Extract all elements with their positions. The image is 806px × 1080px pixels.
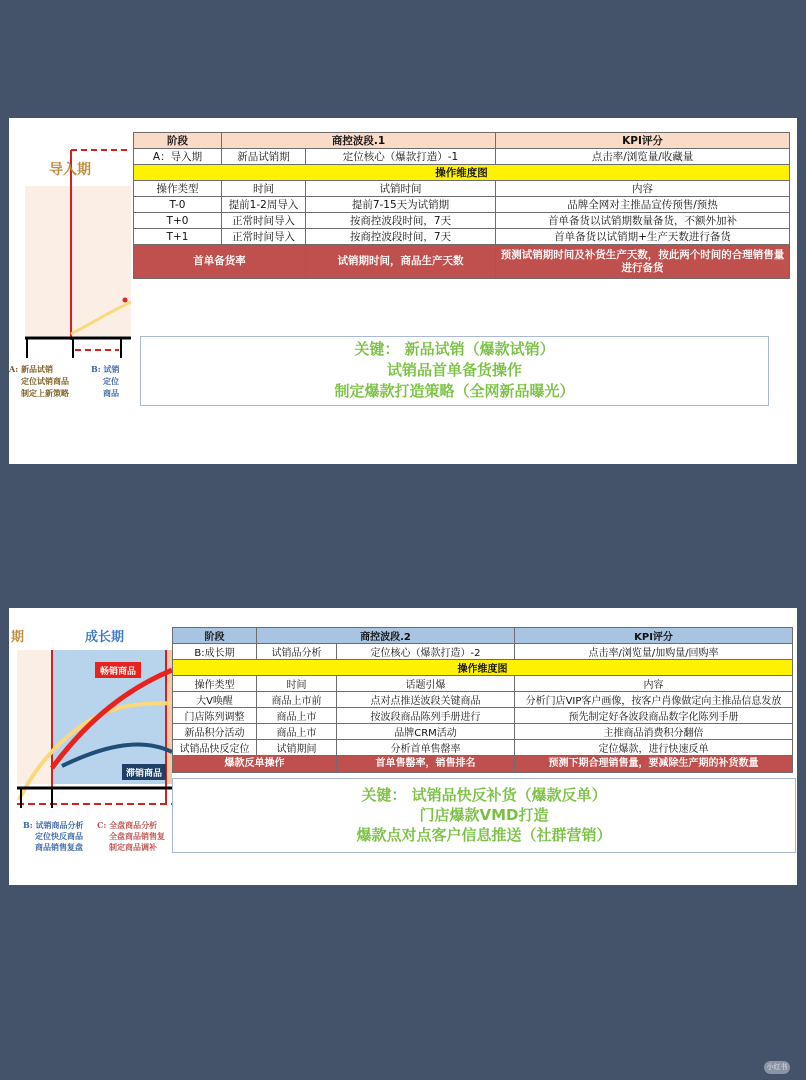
stage-label-b-1: B: 试销商品分析 [23,820,84,830]
summary-metric: 首单备货率 [134,245,306,279]
key-line-3: 爆款点对点客户信息推送（社群营销） [356,826,612,844]
table-header-row [173,628,793,644]
table-row [134,229,790,245]
time-cell: 商品上市 [257,708,337,724]
col-time: 时间 [257,676,337,692]
stage-label-c-2: 全盘商品销售复 [109,831,165,841]
time-cell: 正常时间导入 [222,213,306,229]
focus-cell: 新品试销期 [222,149,306,165]
header-kpi: KPI评分 [496,133,790,149]
lifecycle-chart-fragment [9,608,172,885]
col-content: 内容 [515,676,793,692]
type-cell: T-0 [134,197,222,213]
col-topic: 话题引爆 [337,676,515,692]
summary-method: 预测下期合理销售量，要减除生产期的补货数量 [515,756,793,773]
trial-time-cell: 提前7-15天为试销期 [306,197,496,213]
content-cell: 首单备货以试销期数量备货，不额外加补 [496,213,790,229]
time-cell: 商品上市 [257,724,337,740]
trial-time-cell: 按商控波段时间，7天 [306,213,496,229]
summary-red-row [134,245,790,279]
content-cell: 首单备货以试销期+生产天数进行备货 [496,229,790,245]
key-points-box [172,778,796,853]
type-cell: T+1 [134,229,222,245]
key-line-2: 试销品首单备货操作 [386,361,522,379]
content-cell: 品牌全网对主推品宣传预售/预热 [496,197,790,213]
type-cell: 试销品快反定位 [173,740,257,756]
dimension-title-row [134,165,790,181]
slide-introduction-stage [9,118,797,464]
key-points-box [140,336,769,406]
col-type: 操作类型 [134,181,222,197]
table-row [173,692,793,708]
dimension-title: 操作维度图 [173,660,793,676]
header-wave: 商控波段.1 [222,133,496,149]
stage-label-b-3: 商品销售复盘 [35,842,83,852]
header-stage: 阶段 [134,133,222,149]
stage-label-c-3: 制定商品调补 [109,842,157,852]
table-row [173,644,793,660]
summary-basis: 首单售罄率，销售排名 [337,756,515,773]
table-row [173,724,793,740]
wave-2-operations-table [172,627,793,773]
watermark-badge: 小红书 [764,1061,790,1074]
col-trial-time: 试销时间 [306,181,496,197]
topic-cell: 品牌CRM活动 [337,724,515,740]
type-cell: 新品积分活动 [173,724,257,740]
type-cell: 大V唤醒 [173,692,257,708]
topic-cell: 按波段商品陈列手册进行 [337,708,515,724]
bestseller-tag-label: 畅销商品 [99,667,137,677]
prev-stage-background [17,650,52,784]
stage-label-a-3: 制定上新策略 [21,388,69,398]
stage-title: 成长期 [85,630,125,645]
table-row [134,213,790,229]
trial-time-cell: 按商控波段时间，7天 [306,229,496,245]
key-line-3: 制定爆款打造策略（全网新品曝光） [334,382,575,400]
stage-label-b-2: 定位快反商品 [35,831,83,841]
table-header-row [134,133,790,149]
content-cell: 定位爆款，进行快速反单 [515,740,793,756]
stage-label-b-3: 商品 [103,388,119,398]
time-cell: 商品上市前 [257,692,337,708]
content-cell: 分析门店VIP客户画像，按客户肖像做定向主推品信息发放 [515,692,793,708]
key-line-1: 关键： 试销品快反补货（爆款反单） [361,786,607,804]
stage-label-c-1: C: 全盘商品分析 [97,820,158,830]
type-cell: T+0 [134,213,222,229]
summary-metric: 爆款反单操作 [173,756,337,773]
kpi-cell: 点击率/浏览量/收藏量 [496,149,790,165]
summary-basis: 试销期时间，商品生产天数 [306,245,496,279]
table-row [134,149,790,165]
topic-cell: 点对点推送波段关键商品 [337,692,515,708]
lifecycle-chart-fragment [9,118,131,418]
table-row [173,708,793,724]
stage-background [25,186,131,336]
focus-cell: 试销品分析 [257,644,337,660]
header-kpi: KPI评分 [515,628,793,644]
stage-cell: B:成长期 [173,644,257,660]
col-time: 时间 [222,181,306,197]
table-row [173,740,793,756]
time-cell: 正常时间导入 [222,229,306,245]
content-cell: 主推商品消费积分翻倍 [515,724,793,740]
time-cell: 提前1-2周导入 [222,197,306,213]
prev-stage-title: 期 [11,630,25,645]
slow-seller-tag-label: 滞销商品 [125,769,163,779]
dimension-title: 操作维度图 [134,165,790,181]
core-cell: 定位核心（爆款打造）-1 [306,149,496,165]
summary-method: 预测试销期时间及补货生产天数，按此两个时间的合理销售量进行备货 [496,245,790,279]
table-row [134,197,790,213]
stage-label-b-2: 定位 [103,376,119,386]
slide-growth-stage [9,608,797,885]
header-stage: 阶段 [173,628,257,644]
key-line-1: 关键： 新品试销（爆款试销） [354,340,555,358]
content-cell: 预先制定好各波段商品数字化陈列手册 [515,708,793,724]
stage-label-a-2: 定位试销商品 [21,376,69,386]
core-cell: 定位核心（爆款打造）-2 [337,644,515,660]
col-content: 内容 [496,181,790,197]
type-cell: 门店陈列调整 [173,708,257,724]
stage-cell: A：导入期 [134,149,222,165]
stage-label-b-1: B: 试销 [91,364,120,374]
curve-marker-dot [123,298,128,303]
col-type: 操作类型 [173,676,257,692]
column-header-row [173,676,793,692]
key-line-2: 门店爆款VMD打造 [419,806,549,824]
kpi-cell: 点击率/浏览量/加购量/回购率 [515,644,793,660]
stage-label-a-1: A: 新品试销 [9,364,53,374]
column-header-row [134,181,790,197]
stage-title: 导入期 [49,162,91,178]
header-wave: 商控波段.2 [257,628,515,644]
dimension-title-row [173,660,793,676]
topic-cell: 分析首单售罄率 [337,740,515,756]
time-cell: 试销期间 [257,740,337,756]
summary-red-row [173,756,793,773]
wave-1-operations-table [133,132,790,279]
